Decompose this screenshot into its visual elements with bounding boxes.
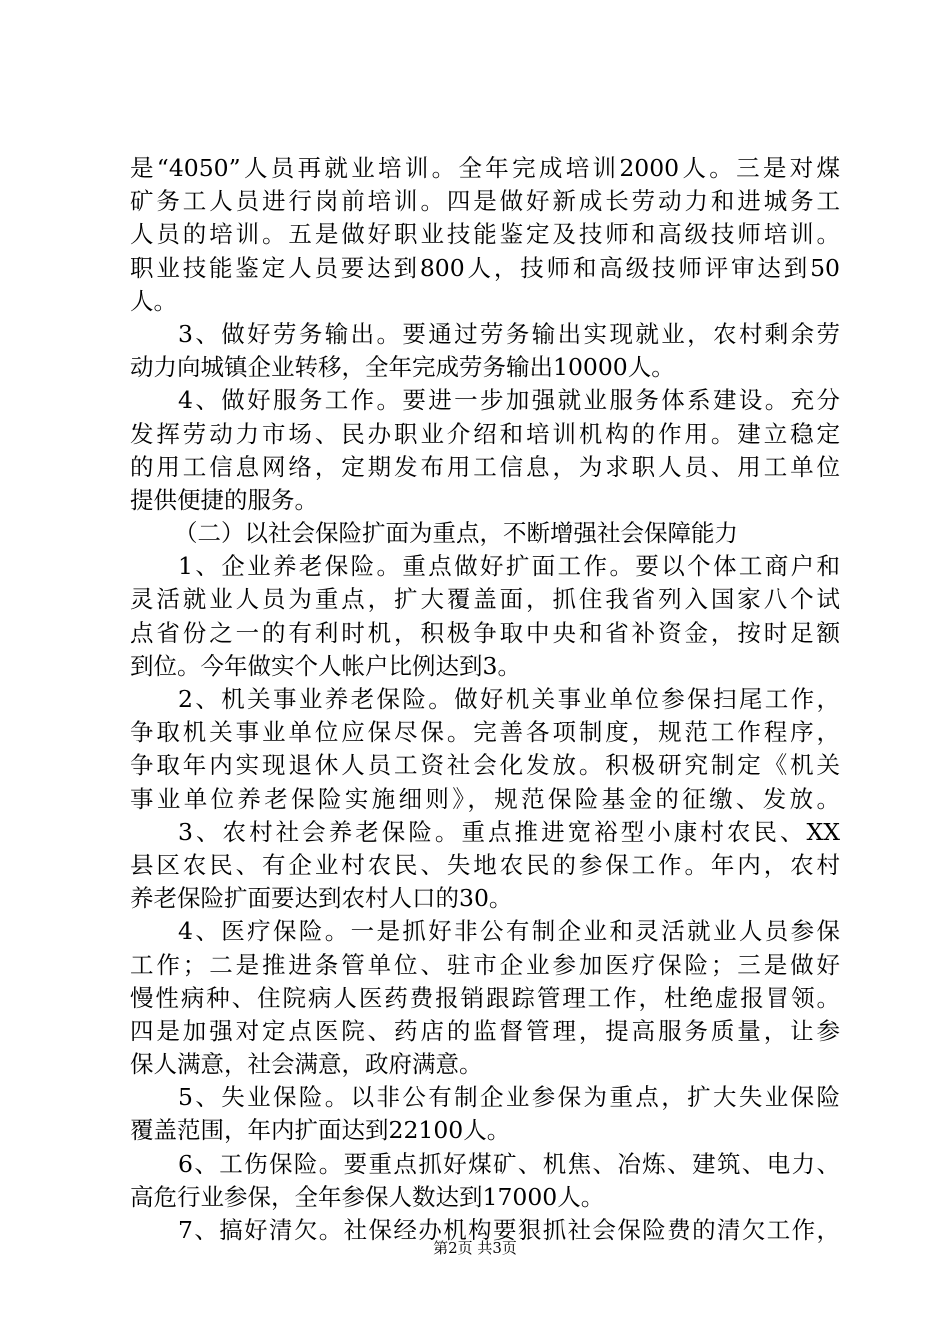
text-line: 3、农村社会养老保险。重点推进宽裕型小康村农民、XX	[178, 817, 840, 846]
text-line: 县区农民、有企业村农民、失地农民的参保工作。年内，农村	[130, 850, 840, 879]
text-line: 人员的培训。五是做好职业技能鉴定及技师和高级技师培训。	[130, 220, 840, 249]
text-line: 工作；二是推进条管单位、驻市企业参加医疗保险；三是做好	[130, 950, 840, 979]
text-line: 1、企业养老保险。重点做好扩面工作。要以个体工商户和	[178, 552, 840, 581]
text-line: 高危行业参保，全年参保人数达到17000人。	[130, 1182, 605, 1211]
text-line: 是“4050”人员再就业培训。全年完成培训2000人。三是对煤	[130, 154, 840, 182]
text-line: 发挥劳动力市场、民办职业介绍和培训机构的作用。建立稳定	[130, 419, 840, 448]
text-line: 的用工信息网络，定期发布用工信息，为求职人员、用工单位	[130, 452, 840, 481]
text-line: 矿务工人员进行岗前培训。四是做好新成长劳动力和进城务工	[130, 187, 840, 216]
text-line: 事业单位养老保险实施细则》，规范保险基金的征缴、发放。	[130, 784, 840, 813]
text-line: 争取机关事业单位应保尽保。完善各项制度，规范工作程序，	[130, 718, 840, 747]
text-line: 到位。今年做实个人帐户比例达到3。	[130, 651, 521, 680]
text-line: 动力向城镇企业转移，全年完成劳务输出10000人。	[130, 353, 675, 382]
text-line: 慢性病种、住院病人医药费报销跟踪管理工作，杜绝虚报冒领。	[130, 983, 840, 1012]
text-line: 提供便捷的服务。	[130, 485, 318, 514]
text-line: （二）以社会保险扩面为重点，不断增强社会保障能力	[174, 519, 738, 548]
text-line: 7、搞好清欠。社保经办机构要狠抓社会保险费的清欠工作，	[178, 1216, 840, 1244]
text-line: 5、失业保险。以非公有制企业参保为重点，扩大失业保险	[178, 1083, 840, 1112]
text-line: 4、做好服务工作。要进一步加强就业服务体系建设。充分	[178, 386, 840, 415]
text-line: 职业技能鉴定人员要达到800人，技师和高级技师评审达到50	[130, 253, 840, 282]
text-line: 人。	[130, 286, 177, 315]
text-line: 争取年内实现退休人员工资社会化发放。积极研究制定《机关	[130, 751, 840, 780]
text-line: 3、做好劳务输出。要通过劳务输出实现就业，农村剩余劳	[178, 319, 840, 348]
text-line: 养老保险扩面要达到农村人口的30。	[130, 884, 513, 913]
page-footer: 第2页 共3页	[433, 1239, 517, 1257]
text-line: 2、机关事业养老保险。做好机关事业单位参保扫尾工作，	[178, 685, 840, 713]
text-line: 4、医疗保险。一是抓好非公有制企业和灵活就业人员参保	[178, 917, 840, 946]
text-line: 6、工伤保险。要重点抓好煤矿、机焦、冶炼、建筑、电力、	[178, 1149, 840, 1178]
document-body	[130, 152, 840, 1247]
text-line: 点省份之一的有利时机，积极争取中央和省补资金，按时足额	[130, 618, 840, 647]
text-line: 覆盖范围，年内扩面达到22100人。	[130, 1116, 511, 1145]
text-line: 灵活就业人员为重点，扩大覆盖面，抓住我省列入国家八个试	[130, 585, 840, 614]
text-line: 四是加强对定点医院、药店的监督管理，提高服务质量，让参	[130, 1016, 840, 1045]
text-line: 保人满意，社会满意，政府满意。	[130, 1050, 483, 1079]
